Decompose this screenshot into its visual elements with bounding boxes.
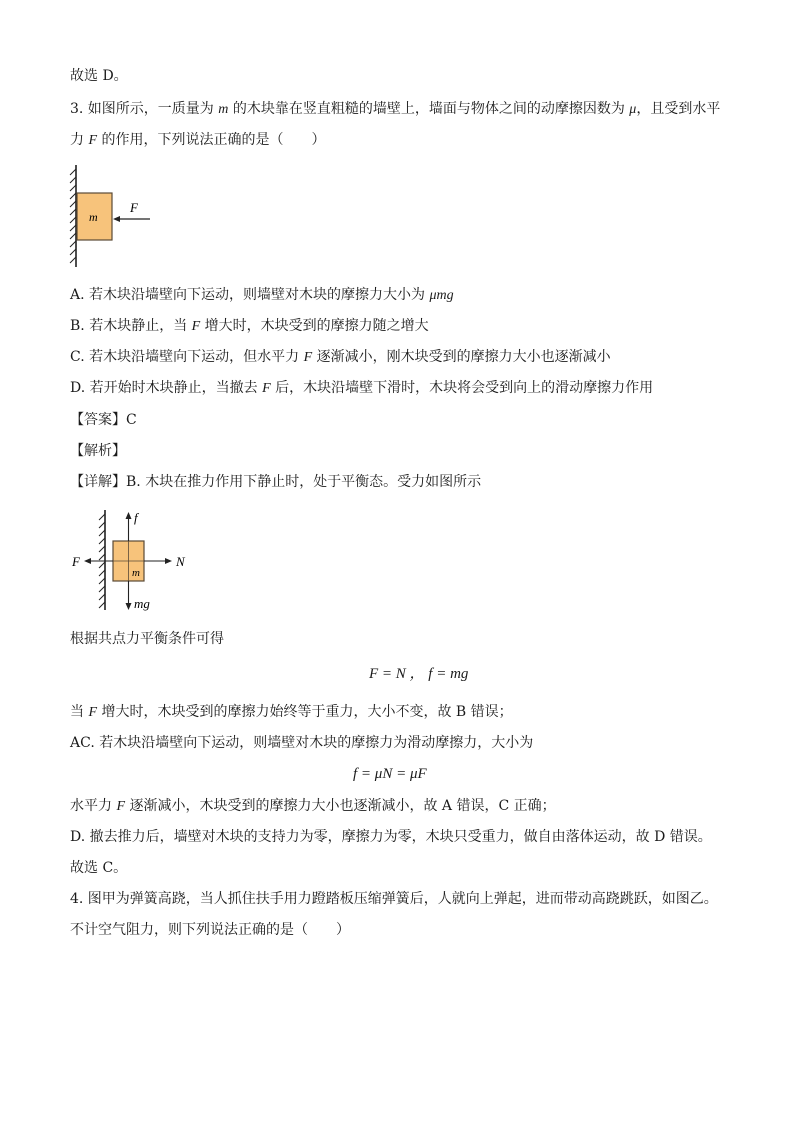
equation-1: F = N ， f = mg — [369, 666, 469, 682]
option-a: A. 若木块沿墙壁向下运动，则墙壁对木块的摩擦力大小为 μmg — [70, 287, 454, 303]
friction-label: f — [134, 510, 138, 525]
option-b: B. 若木块静止，当 F 增大时，木块受到的摩擦力随之增大 — [70, 318, 429, 334]
block-label: m — [132, 567, 140, 579]
gravity-label: mg — [134, 596, 150, 611]
normal-arrow-head — [165, 558, 172, 564]
answer-line: 【答案】C — [70, 412, 137, 428]
wall-block-figure — [66, 163, 166, 269]
equation-2: f = μN = μF — [353, 766, 427, 782]
question-3-line-2: 力 F 的作用，下列说法正确的是（ ） — [70, 132, 326, 148]
option-d: D. 若开始时木块静止，当撤去 F 后，木块沿墙壁下滑时，木块将会受到向上的滑动摩擦力作用 — [70, 380, 654, 396]
friction-arrow-head — [126, 512, 132, 519]
push-force-label: F — [72, 554, 80, 569]
gravity-arrow-head — [126, 603, 132, 610]
question-4-line-1: 4. 图甲为弹簧高跷，当人抓住扶手用力蹬踏板压缩弹簧后，人就向上弹起，进而带动高跷跳跃，如图乙。 — [70, 891, 718, 907]
explanation-ac-2: 水平力 F 逐渐减小，木块受到的摩擦力大小也逐渐减小，故 A 错误，C 正确； — [70, 798, 556, 814]
conclusion-line: 故选 D。 — [70, 68, 128, 84]
conclusion-c: 故选 C。 — [70, 860, 128, 876]
force-arrow-head — [113, 216, 120, 222]
wall-hatching — [70, 169, 76, 263]
force-label: F — [130, 200, 138, 215]
question-4-line-2: 不计空气阻力，则下列说法正确的是（ ） — [70, 922, 350, 938]
explanation-d: D. 撤去推力后，墙壁对木块的支持力为零，摩擦力为零，木块只受重力，做自由落体运动，故 D 错误。 — [70, 829, 712, 845]
normal-label: N — [176, 554, 185, 569]
question-3-line-1: 3. 如图所示，一质量为 m 的木块靠在竖直粗糙的墙壁上，墙面与物体之间的动摩擦因数为 μ，且受到水平 — [70, 101, 721, 117]
detail-line: 【详解】B. 木块在推力作用下静止时，处于平衡态。受力如图所示 — [70, 474, 482, 490]
basis-line: 根据共点力平衡条件可得 — [70, 631, 224, 647]
explanation-ac: AC. 若木块沿墙壁向下运动，则墙壁对木块的摩擦力为滑动摩擦力，大小为 — [70, 735, 534, 751]
analysis-heading: 【解析】 — [70, 443, 126, 459]
option-c: C. 若木块沿墙壁向下运动，但水平力 F 逐渐减小，刚木块受到的摩擦力大小也逐渐减小 — [70, 349, 611, 365]
explanation-b: 当 F 增大时，木块受到的摩擦力始终等于重力，大小不变，故 B 错误； — [70, 704, 513, 720]
block-label: m — [89, 210, 98, 224]
push-force-arrow-head — [84, 558, 91, 564]
force-diagram — [68, 506, 198, 614]
